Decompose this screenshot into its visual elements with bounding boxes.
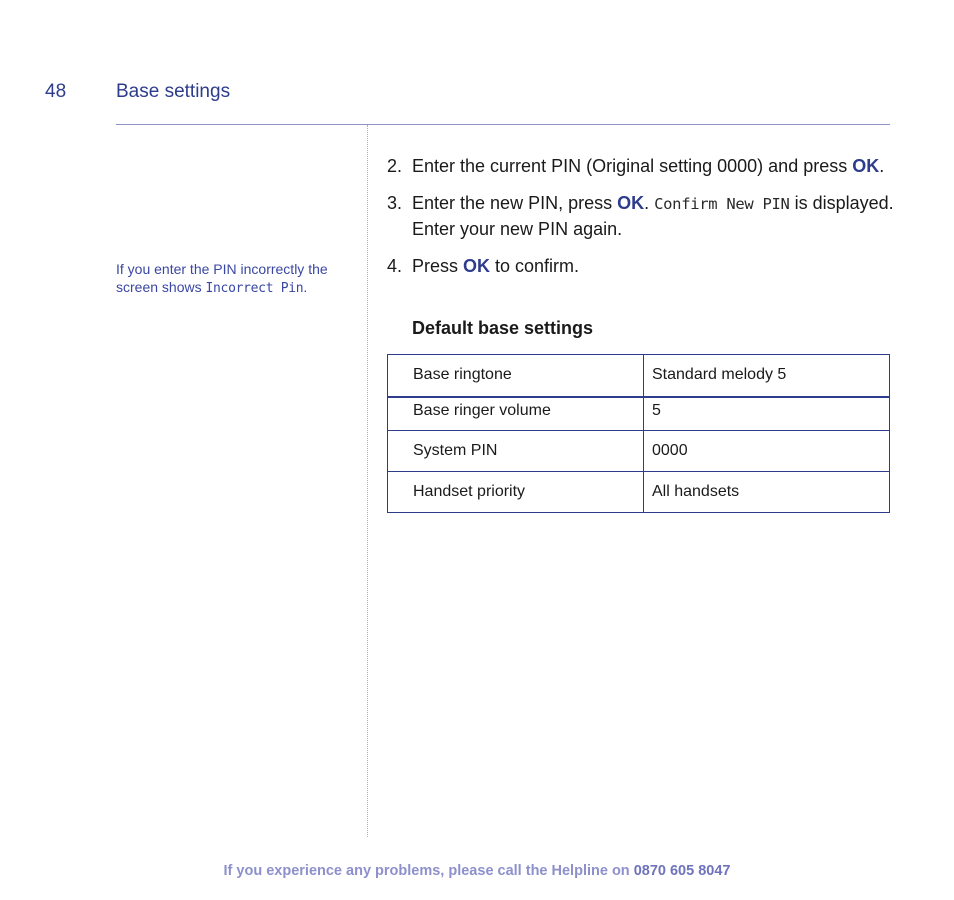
ok-key-label: OK: [463, 256, 491, 276]
side-note-text: If you enter the PIN incorrectly the screen shows: [116, 261, 328, 295]
table-row: [388, 397, 890, 431]
step-text-end: to confirm.: [490, 256, 580, 276]
section-title: Base settings: [116, 81, 231, 102]
step-text: Enter the current PIN (Original setting 0000) and press: [412, 156, 853, 176]
setting-name: System PIN: [388, 431, 644, 472]
step-number: 3.: [387, 193, 403, 213]
side-note: [116, 260, 356, 298]
step-text: Press: [412, 256, 464, 276]
step-2: [387, 154, 897, 179]
setting-value: Standard melody 5: [644, 355, 890, 397]
default-settings-table: [387, 354, 890, 513]
display-text: Confirm New PIN: [654, 195, 790, 213]
footer-text: If you experience any problems, please call the Helpline on: [223, 863, 634, 879]
setting-name: Base ringtone: [388, 355, 644, 397]
table-row: [388, 472, 890, 513]
footer-helpline: [0, 863, 954, 879]
instruction-steps: [387, 154, 897, 291]
setting-name: Handset priority: [388, 472, 644, 513]
table-heading: Default base settings: [412, 318, 594, 338]
step-3: [387, 191, 897, 242]
page-number: 48: [45, 81, 67, 102]
step-4: [387, 254, 897, 279]
header-rule: [116, 124, 890, 125]
setting-value: All handsets: [644, 472, 890, 513]
table-row: [388, 431, 890, 472]
column-divider: [367, 125, 368, 837]
table-row: [388, 355, 890, 397]
ok-key-label: OK: [617, 193, 645, 213]
step-number: 2.: [387, 156, 403, 176]
setting-name: Base ringer volume: [388, 397, 644, 431]
side-note-display-text: Incorrect Pin: [205, 281, 304, 296]
ok-key-label: OK: [852, 156, 880, 176]
step-text-end: .: [879, 156, 885, 176]
setting-value: 0000: [644, 431, 890, 472]
step-text: Enter the new PIN, press: [412, 193, 618, 213]
side-note-end: .: [303, 279, 308, 295]
step-text-end: is displayed. Enter your new PIN again.: [412, 193, 894, 239]
setting-value: 5: [644, 397, 890, 431]
helpline-number: 0870 605 8047: [633, 863, 731, 879]
step-number: 4.: [387, 256, 403, 276]
step-separator: .: [644, 193, 655, 213]
